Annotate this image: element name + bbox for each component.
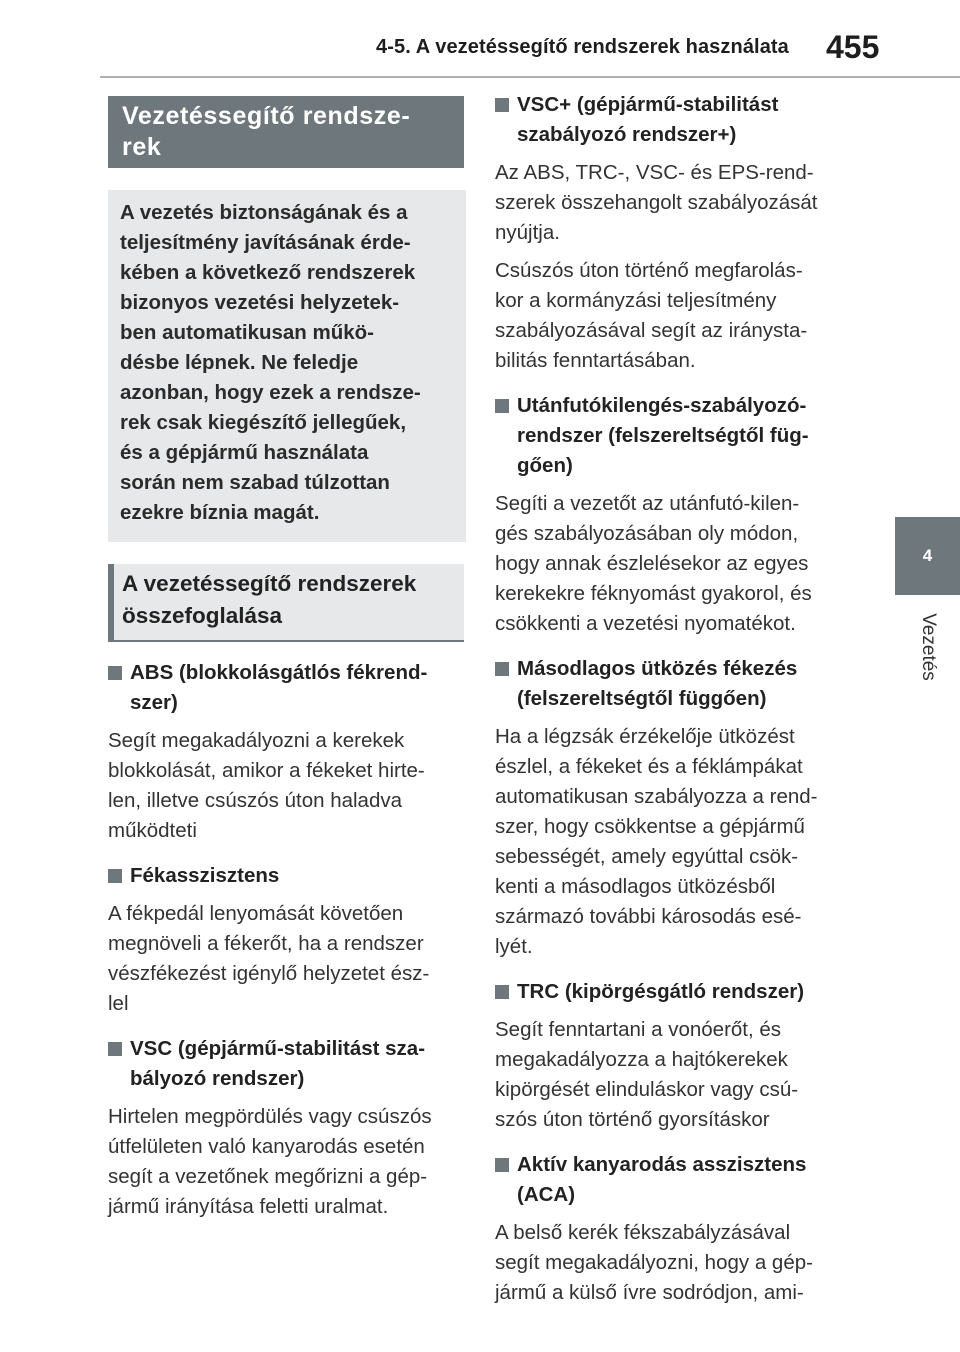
summary-section-title bbox=[108, 564, 464, 642]
body-line: sebességét, amely egyúttal csök- bbox=[495, 845, 799, 868]
item-abs bbox=[108, 658, 466, 846]
item-heading bbox=[495, 90, 845, 150]
intro-line: désbe lépnek. Ne feledje bbox=[120, 351, 359, 374]
item-secondary-collision-brake bbox=[495, 654, 845, 962]
body-line: származó további károsodás esé- bbox=[495, 905, 802, 928]
item-body bbox=[108, 1102, 466, 1222]
body-line: A belső kerék fékszabályzásával bbox=[495, 1221, 791, 1244]
summary-title-line: A vezetéssegítő rendszerek bbox=[122, 571, 417, 596]
body-line: gés szabályozásában oly módon, bbox=[495, 522, 799, 545]
chapter-number: 4 bbox=[922, 546, 933, 565]
body-line: szabályozásával segít az iránysta- bbox=[495, 319, 808, 342]
body-line: segít a vezetőnek megőrizni a gép- bbox=[108, 1165, 428, 1188]
intro-line: rek csak kiegészítő jellegűek, bbox=[120, 411, 407, 434]
page-number: 455 bbox=[826, 29, 880, 65]
chapter-side-label bbox=[895, 597, 960, 697]
body-line: hogy annak észlelésekor az egyes bbox=[495, 552, 809, 575]
intro-box bbox=[108, 190, 466, 542]
body-line: Segíti a vezetőt az utánfutó-kilen- bbox=[495, 492, 800, 515]
right-column bbox=[495, 90, 845, 1308]
intro-line: ben automatikusan műkö- bbox=[120, 321, 375, 344]
body-line: kipörgését elinduláskor vagy csú- bbox=[495, 1078, 799, 1101]
heading-line: Fékasszisztens bbox=[130, 864, 280, 887]
chapter-label: Vezetés bbox=[917, 613, 939, 681]
body-line: megakadályozza a hajtókerekek bbox=[495, 1048, 788, 1071]
intro-line: A vezetés biztonságának és a bbox=[120, 201, 408, 224]
item-heading bbox=[495, 391, 845, 481]
body-line: szerek összehangolt szabályozását bbox=[495, 191, 818, 214]
item-aca bbox=[495, 1150, 845, 1308]
square-bullet-icon bbox=[495, 985, 509, 999]
section-title bbox=[108, 96, 464, 168]
heading-line: (ACA) bbox=[517, 1183, 576, 1206]
body-line: szer, hogy csökkentse a gépjármű bbox=[495, 815, 805, 838]
heading-line: VSC (gépjármű-stabilitást sza- bbox=[130, 1037, 426, 1060]
heading-line: Aktív kanyarodás asszisztens bbox=[517, 1153, 807, 1176]
square-bullet-icon bbox=[495, 98, 509, 112]
item-body bbox=[495, 722, 845, 962]
square-bullet-icon bbox=[108, 869, 122, 883]
item-body bbox=[495, 1218, 845, 1308]
body-line: lel bbox=[108, 992, 129, 1015]
intro-line: ezekre bíznia magát. bbox=[120, 501, 320, 524]
item-heading bbox=[495, 977, 845, 1007]
square-bullet-icon bbox=[495, 1158, 509, 1172]
body-line: kor a kormányzási teljesítmény bbox=[495, 289, 777, 312]
body-line: jármű irányítása feletti uralmat. bbox=[108, 1195, 389, 1218]
heading-line: szer) bbox=[130, 691, 178, 714]
body-line: jármű a külső ívre sodródjon, ami- bbox=[495, 1281, 804, 1304]
body-line: szós úton történő gyorsításkor bbox=[495, 1108, 770, 1131]
heading-line: Másodlagos ütközés fékezés bbox=[517, 657, 798, 680]
body-line: segít megakadályozni, hogy a gép- bbox=[495, 1251, 813, 1274]
body-line: automatikusan szabályozza a rend- bbox=[495, 785, 818, 808]
body-line: A fékpedál lenyomását követően bbox=[108, 902, 404, 925]
intro-line: teljesítmény javításának érde- bbox=[120, 231, 411, 254]
body-line: útfelületen való kanyarodás esetén bbox=[108, 1135, 425, 1158]
body-line: Csúszós úton történő megfarolás- bbox=[495, 259, 803, 282]
item-heading bbox=[495, 1150, 845, 1210]
square-bullet-icon bbox=[108, 1042, 122, 1056]
heading-line: rendszer (felszereltségtől füg- bbox=[517, 424, 809, 447]
heading-line: ABS (blokkolásgátlós fékrend- bbox=[130, 661, 428, 684]
body-line: blokkolását, amikor a fékeket hirte- bbox=[108, 759, 425, 782]
heading-line: bályozó rendszer) bbox=[130, 1067, 305, 1090]
running-header-title: 4-5. A vezetéssegítő rendszerek használata bbox=[376, 36, 789, 58]
body-line: kerekekre féknyomást gyakorol, és bbox=[495, 582, 812, 605]
intro-line: bizonyos vezetési helyzetek- bbox=[120, 291, 400, 314]
body-line: Ha a légzsák érzékelője ütközést bbox=[495, 725, 795, 748]
left-column bbox=[108, 96, 466, 1222]
item-heading bbox=[108, 658, 466, 718]
header-divider bbox=[100, 76, 960, 78]
heading-line: Utánfutókilengés-szabályozó- bbox=[517, 394, 807, 417]
intro-line: azonban, hogy ezek a rendsze- bbox=[120, 381, 421, 404]
body-line: csökkenti a vezetési nyomatékot. bbox=[495, 612, 796, 635]
item-brake-assist bbox=[108, 861, 466, 1019]
body-line: Segít megakadályozni a kerekek bbox=[108, 729, 405, 752]
item-trailer-sway bbox=[495, 391, 845, 639]
item-body bbox=[108, 899, 466, 1019]
intro-line: és a gépjármű használata bbox=[120, 441, 369, 464]
body-line: kenti a másodlagos ütközésből bbox=[495, 875, 776, 898]
body-line: nyújtja. bbox=[495, 221, 560, 244]
body-line: Segít fenntartani a vonóerőt, és bbox=[495, 1018, 782, 1041]
body-line: megnöveli a fékerőt, ha a rendszer bbox=[108, 932, 424, 955]
square-bullet-icon bbox=[108, 666, 122, 680]
item-vsc bbox=[108, 1034, 466, 1222]
heading-line: VSC+ (gépjármű-stabilitást bbox=[517, 93, 779, 116]
item-heading bbox=[108, 861, 466, 891]
section-title-line: rek bbox=[122, 133, 162, 161]
body-line: működteti bbox=[108, 819, 197, 842]
item-body bbox=[495, 489, 845, 639]
item-heading bbox=[108, 1034, 466, 1094]
item-heading bbox=[495, 654, 845, 714]
item-body bbox=[108, 726, 466, 846]
heading-line: gően) bbox=[517, 454, 573, 477]
square-bullet-icon bbox=[495, 662, 509, 676]
body-line: Az ABS, TRC-, VSC- és EPS-rend- bbox=[495, 161, 814, 184]
heading-line: szabályozó rendszer+) bbox=[517, 123, 737, 146]
item-vsc-plus bbox=[495, 90, 845, 376]
body-line: Hirtelen megpördülés vagy csúszós bbox=[108, 1105, 432, 1128]
body-line: bilitás fenntartásában. bbox=[495, 349, 696, 372]
heading-line: TRC (kipörgésgátló rendszer) bbox=[517, 980, 805, 1003]
section-title-line: Vezetéssegítő rendsze- bbox=[122, 102, 411, 130]
chapter-tab bbox=[895, 517, 960, 595]
heading-line: (felszereltségtől függően) bbox=[517, 687, 767, 710]
summary-title-line: összefoglalása bbox=[122, 603, 283, 628]
item-trc bbox=[495, 977, 845, 1135]
body-line: vészfékezést igénylő helyzetet ész- bbox=[108, 962, 430, 985]
item-body bbox=[495, 256, 845, 376]
square-bullet-icon bbox=[495, 399, 509, 413]
intro-line: kében a következő rendszerek bbox=[120, 261, 416, 284]
body-line: len, illetve csúszós úton haladva bbox=[108, 789, 403, 812]
body-line: észlel, a fékeket és a féklámpákat bbox=[495, 755, 803, 778]
item-body bbox=[495, 1015, 845, 1135]
item-body bbox=[495, 158, 845, 248]
body-line: lyét. bbox=[495, 935, 533, 958]
intro-line: során nem szabad túlzottan bbox=[120, 471, 390, 494]
